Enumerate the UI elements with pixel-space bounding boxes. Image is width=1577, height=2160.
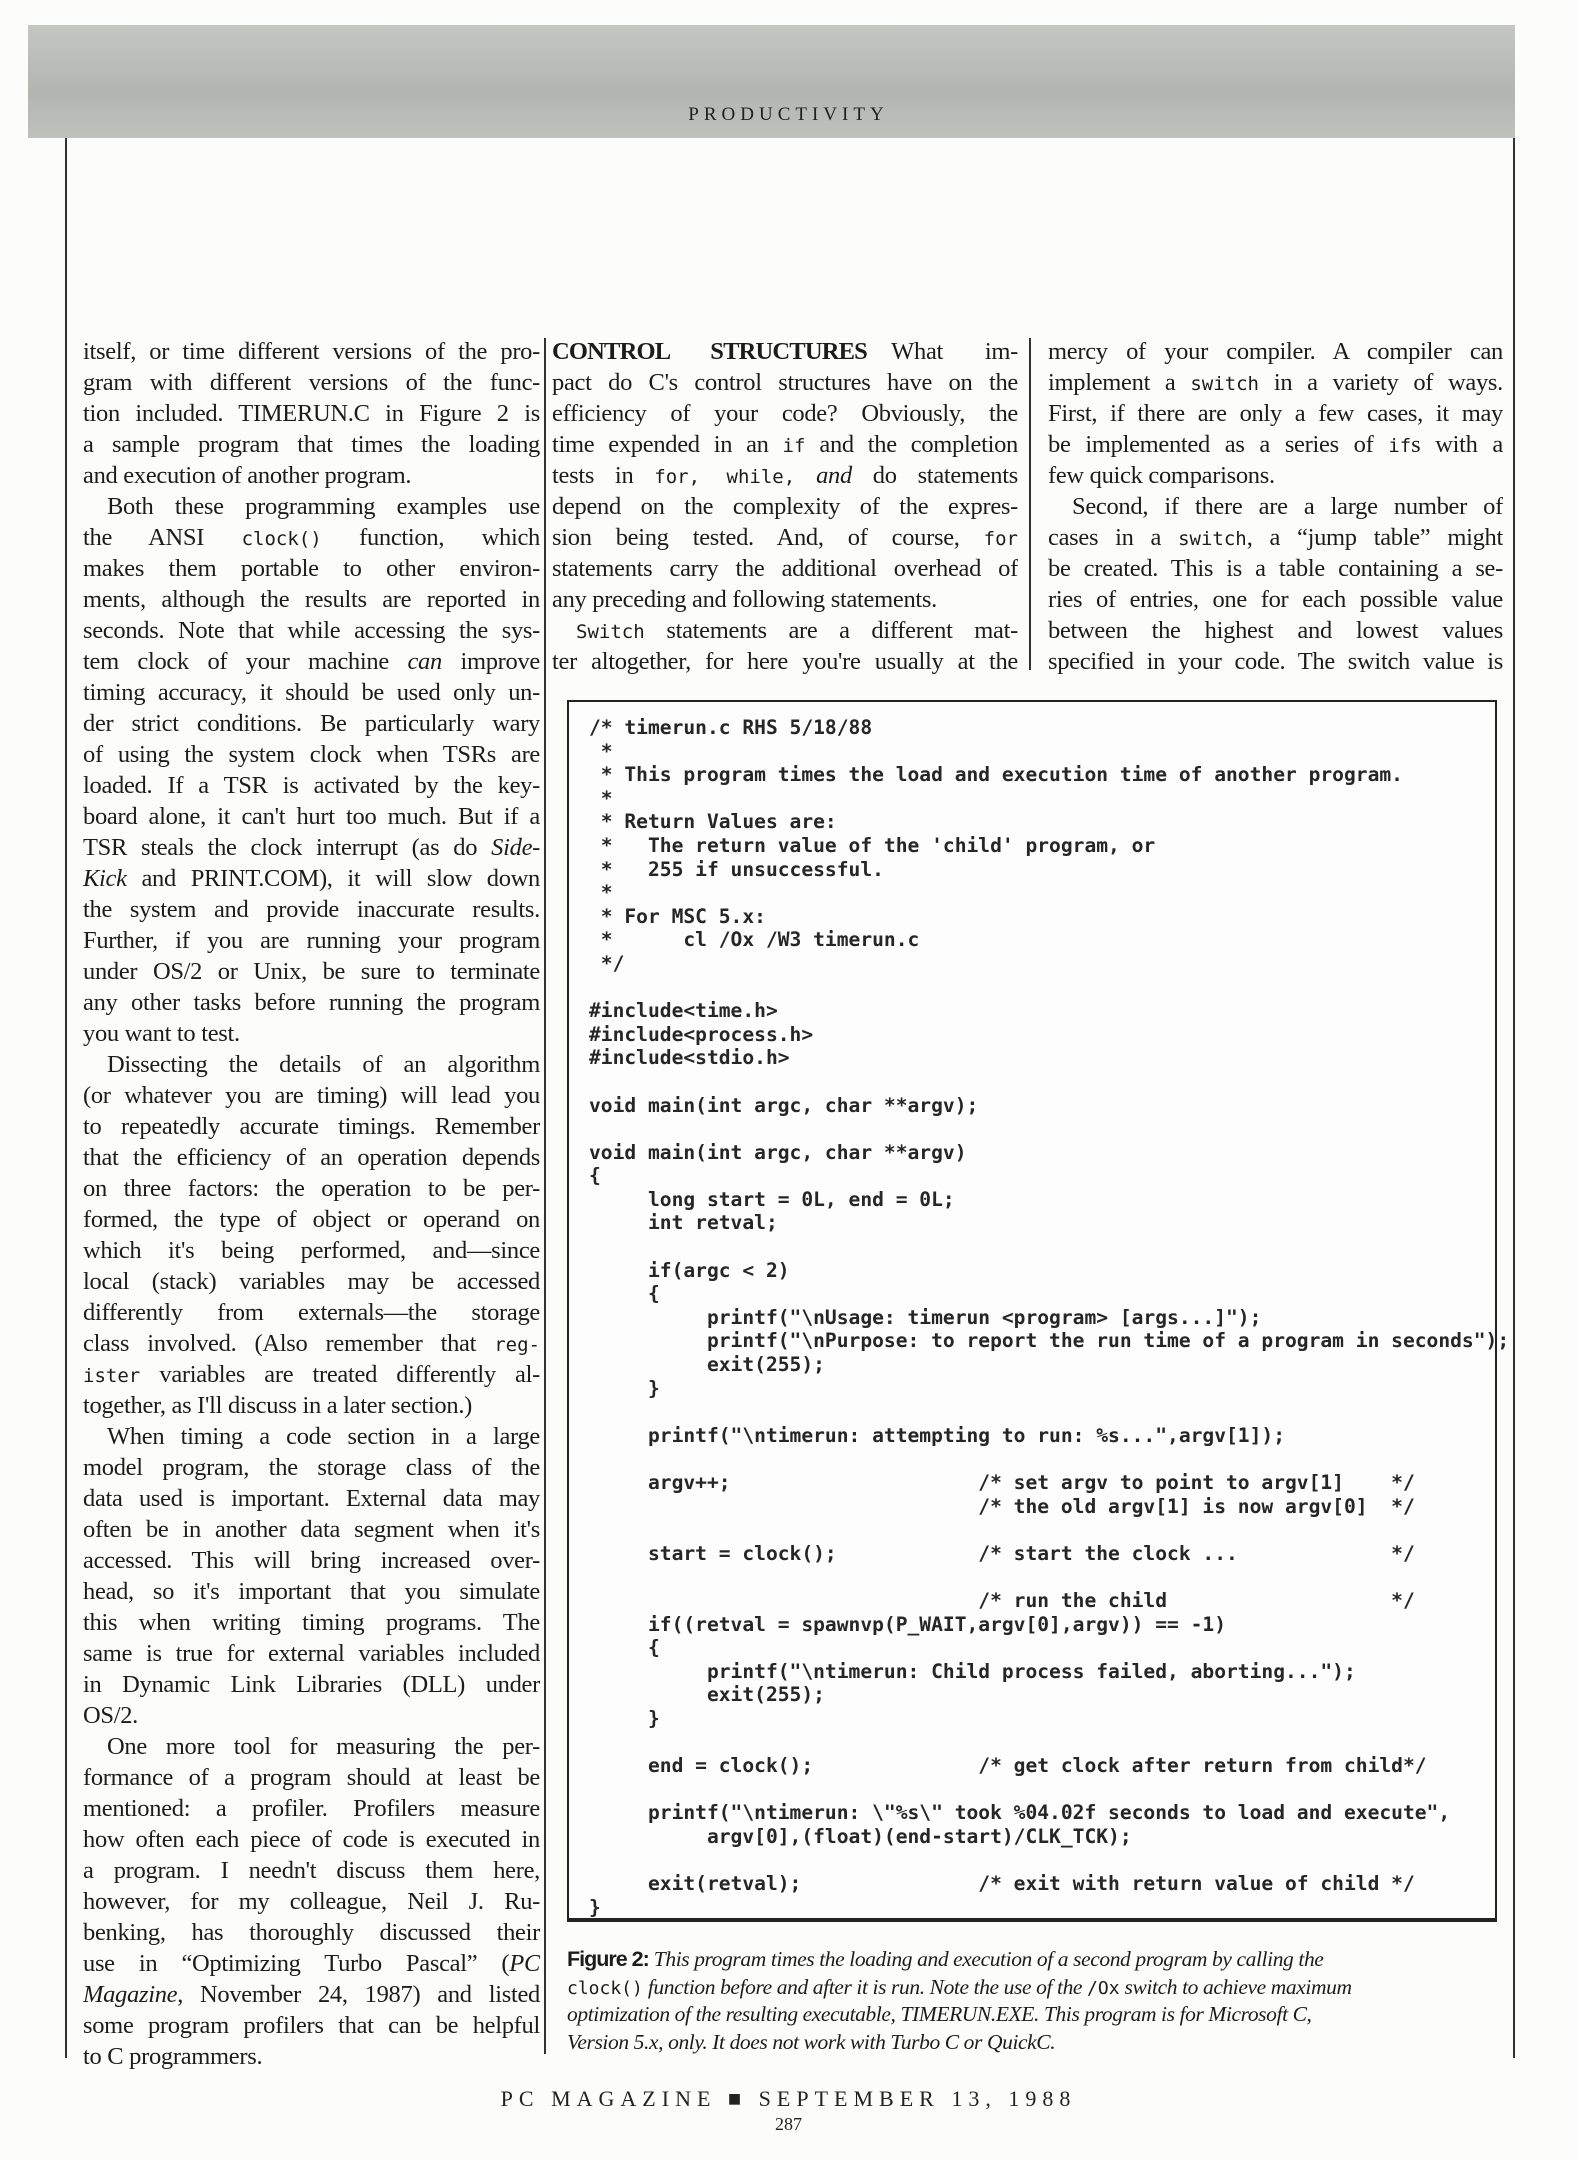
text-line: Further, if you are running your program (83, 927, 540, 954)
code-line: * This program times the load and execution time of another program. (589, 763, 1403, 787)
text-line: how often each piece of code is executed in (83, 1826, 540, 1853)
text-line: ments, although the results are reported in (83, 586, 540, 613)
text-line (83, 522, 540, 553)
text-line: ries of entries, one for each possible value (1048, 586, 1503, 613)
caption-line (567, 1946, 1502, 1974)
text-line: a sample program that times the loading (83, 431, 540, 458)
code-line: exit(255); (589, 1683, 825, 1707)
text-line (83, 1328, 540, 1359)
text-column-middle (552, 336, 1018, 677)
text-line: board alone, it can't hurt too much. But if a (83, 803, 540, 830)
code-line: } (589, 1895, 601, 1919)
text-line: a program. I needn't discuss them here, (83, 1857, 540, 1884)
page-number: 287 (775, 2114, 802, 2134)
text-line: to C programmers. (83, 2043, 263, 2070)
text-line: the system and provide inaccurate results. (83, 896, 540, 923)
code-line: * Return Values are: (589, 810, 837, 834)
text-line: First, if there are only a few cases, it may (1048, 400, 1503, 427)
text-line: mentioned: a profiler. Profilers measure (83, 1795, 540, 1822)
text-line (83, 1979, 540, 2010)
inline-code: for, while, (654, 466, 796, 488)
text-line: itself, or time different versions of the pro- (83, 338, 540, 365)
code-line: argv[0],(float)(end-start)/CLK_TCK); (589, 1824, 1132, 1848)
code-line: if(argc < 2) (589, 1258, 790, 1282)
text-run (795, 462, 816, 489)
bold-heading: Figure 2: (567, 1947, 649, 1971)
column-rule-1 (544, 338, 546, 2054)
code-line: /* run the child */ (589, 1588, 1415, 1612)
code-listing-figure-2 (567, 700, 1510, 1922)
code-line: #include<stdio.h> (589, 1046, 790, 1070)
text-line: differently from externals—the storage (83, 1299, 540, 1326)
code-line: printf("\ntimerun: attempting to run: %s...",argv[1]); (589, 1423, 1285, 1447)
text-line (552, 460, 1018, 491)
code-line: { (589, 1164, 601, 1188)
inline-code: switch (1190, 373, 1259, 395)
left-page-rule (65, 138, 67, 2058)
text-line: gram with different versions of the func- (83, 369, 540, 396)
text-run: and the completion (805, 431, 1018, 458)
code-line: printf("\ntimerun: \"%s\" took %04.02f seconds to load and execute", (589, 1801, 1451, 1825)
text-line: makes them portable to other environ- (83, 555, 540, 582)
text-run: be implemented as a series of (1048, 431, 1389, 458)
text-line: formance of a program should at least be (83, 1764, 540, 1791)
right-page-rule (1513, 138, 1515, 2058)
code-line: printf("\nPurpose: to report the run time of a program in seconds"); (589, 1329, 1510, 1353)
text-line: tion included. TIMERUN.C in Figure 2 is (83, 400, 540, 427)
inline-code: switch (1178, 528, 1247, 550)
text-line: ter altogether, for here you're usually at the (552, 648, 1018, 675)
text-line (83, 646, 540, 677)
text-line: pact do C's control structures have on the (552, 369, 1018, 396)
caption-line (567, 1974, 1502, 2002)
section-title: PRODUCTIVITY (688, 104, 889, 125)
text-line: benking, has thoroughly discussed their (83, 1919, 540, 1946)
figure-caption (567, 1946, 1502, 2056)
text-line: together, as I'll discuss in a later section.) (83, 1392, 473, 1419)
text-run: cases in a (1048, 524, 1179, 551)
text-line: local (stack) variables may be accessed (83, 1268, 540, 1295)
text-run: , November 24, 1987) and listed (177, 1981, 540, 2008)
inline-code: Switch (576, 621, 645, 643)
text-run: , a “jump table” might (1246, 524, 1503, 551)
text-line: timing accuracy, it should be used only un- (83, 679, 540, 706)
code-line (589, 1849, 1495, 1873)
text-line: on three factors: the operation to be per- (83, 1175, 540, 1202)
text-line (552, 336, 1018, 367)
text-line (552, 615, 1018, 646)
code-line (589, 1447, 1495, 1471)
text-line: model program, the storage class of the (83, 1454, 540, 1481)
code-line: printf("\nUsage: timerun <program> [args...]"); (589, 1305, 1262, 1329)
inline-code: for (983, 528, 1018, 550)
code-line (589, 1731, 1495, 1755)
italic-text: Kick (83, 865, 127, 892)
inline-code: if (782, 435, 806, 457)
inline-code: reg- (494, 1334, 540, 1356)
text-run: class involved. (Also remember that (83, 1330, 495, 1357)
text-line: formed, the type of object or operand on (83, 1206, 540, 1233)
italic-text: PC (509, 1950, 540, 1977)
bold-heading: CONTROL STRUCTURES (552, 338, 867, 365)
text-line: efficiency of your code? Obviously, the (552, 400, 1018, 427)
code-line (589, 1565, 1495, 1589)
code-line: printf("\ntimerun: Child process failed, aborting..."); (589, 1659, 1356, 1683)
inline-code: if (1388, 435, 1412, 457)
code-line: /* timerun.c RHS 5/18/88 (589, 716, 873, 739)
code-line: { (589, 1636, 660, 1660)
code-line: } (589, 1706, 660, 1730)
text-line: any other tasks before running the program (83, 989, 540, 1016)
text-line (1048, 429, 1503, 460)
code-line (589, 1400, 1495, 1424)
text-column-right (1048, 336, 1503, 677)
text-line (1048, 367, 1503, 398)
text-line: that the efficiency of an operation depends (83, 1144, 540, 1171)
text-line: in Dynamic Link Libraries (DLL) under (83, 1671, 540, 1698)
inline-code: clock() (567, 1977, 643, 1999)
text-line: mercy of your compiler. A compiler can (1048, 338, 1503, 365)
text-run: s with a (1411, 431, 1503, 458)
text-line: often be in another data segment when it's (83, 1516, 540, 1543)
text-run: implement a (1048, 369, 1191, 396)
code-line: * 255 if unsuccessful. (589, 857, 884, 881)
code-line (589, 1070, 1495, 1094)
text-line: loaded. If a TSR is activated by the key- (83, 772, 540, 799)
code-line: * (589, 786, 613, 810)
text-line: be created. This is a table containing a se- (1048, 555, 1503, 582)
code-line: * (589, 881, 613, 905)
text-line: any preceding and following statements. (552, 586, 937, 613)
text-line (83, 832, 540, 863)
text-line (83, 863, 540, 894)
text-run: time expended in an (552, 431, 783, 458)
footer-publication: PC MAGAZINE ■ SEPTEMBER 13, 1988 (500, 2086, 1077, 2111)
inline-code: /Ox (1087, 1977, 1120, 1999)
text-line: some program profilers that can be helpful (83, 2012, 540, 2039)
text-line: however, for my colleague, Neil J. Ru- (83, 1888, 540, 1915)
code-line: if((retval = spawnvp(P_WAIT,argv[0],argv)) == -1) (589, 1612, 1227, 1636)
text-line: (or whatever you are timing) will lead you (83, 1082, 540, 1109)
code-line: } (589, 1376, 660, 1400)
column-rule-2 (1029, 338, 1031, 670)
text-line: few quick comparisons. (1048, 462, 1275, 489)
inline-code: clock() (241, 528, 322, 550)
italic-text: Magazine (83, 1981, 178, 2008)
italic-text: switch to achieve maximum (1124, 1974, 1352, 1999)
text-line: accessed. This will bring increased over- (83, 1547, 540, 1574)
italic-text: This program times the loading and execution of a second program by calling the (653, 1947, 1324, 1971)
text-line (552, 429, 1018, 460)
caption-line (567, 2001, 1502, 2029)
code-line: */ (589, 951, 625, 975)
italic-text: and (816, 462, 852, 489)
text-run: use in “Optimizing Turbo Pascal” ( (83, 1950, 510, 1977)
italic-text: function before and after it is run. Note the use of the (647, 1974, 1088, 1999)
text-run: What im- (866, 338, 1018, 365)
text-run: the ANSI (83, 524, 242, 551)
text-line: head, so it's important that you simulate (83, 1578, 540, 1605)
text-line: depend on the complexity of the expres- (552, 493, 1018, 520)
text-line: between the highest and lowest values (1048, 617, 1503, 644)
text-line (1048, 522, 1503, 553)
text-line: you want to test. (83, 1020, 240, 1047)
code-line: #include<time.h> (589, 999, 778, 1023)
text-line: this when writing timing programs. The (83, 1609, 540, 1636)
text-line: specified in your code. The switch value is (1048, 648, 1503, 675)
text-line: Dissecting the details of an algorithm (107, 1051, 540, 1078)
code-line: exit(retval); /* exit with return value of child */ (589, 1872, 1415, 1896)
text-line: der strict conditions. Be particularly wary (83, 710, 540, 737)
code-line: argv++; /* set argv to point to argv[1] */ (589, 1471, 1415, 1494)
code-line: exit(255); (589, 1353, 825, 1377)
text-run: tests in (552, 462, 655, 489)
code-line: * cl /Ox /W3 timerun.c (589, 928, 920, 952)
text-line (552, 522, 1018, 553)
code-line: #include<process.h> (589, 1022, 814, 1046)
italic-text: optimization of the resulting executable, TIMERUN.EXE. This program is for Microsoft C, (567, 2002, 1312, 2026)
text-run: TSR steals the clock interrupt (as do (83, 834, 492, 861)
text-column-left (83, 336, 540, 2072)
text-run: statements are a different mat- (644, 617, 1018, 644)
code-line: { (589, 1282, 660, 1306)
caption-line (567, 2029, 1502, 2057)
code-line: start = clock(); /* start the clock ... */ (589, 1541, 1415, 1565)
code-line (589, 1235, 1495, 1259)
code-line: void main(int argc, char **argv) (589, 1140, 967, 1164)
text-line: and execution of another program. (83, 462, 412, 489)
text-line: One more tool for measuring the per- (107, 1733, 540, 1760)
code-line: end = clock(); /* get clock after return from child*/ (589, 1754, 1427, 1778)
text-line: to repeatedly accurate timings. Remember (83, 1113, 540, 1140)
code-line: * For MSC 5.x: (589, 904, 766, 928)
text-line: statements carry the additional overhead of (552, 555, 1018, 582)
code-line (589, 1518, 1495, 1542)
text-run: variables are treated differently al- (140, 1361, 540, 1388)
italic-text: Version 5.x, only. It does not work with Turbo C or QuickC. (567, 2029, 1056, 2054)
italic-text: can (407, 648, 442, 675)
italic-text: Side- (491, 834, 540, 861)
code-line: void main(int argc, char **argv); (589, 1093, 979, 1117)
text-line: data used is important. External data may (83, 1485, 540, 1512)
code-line (589, 976, 1495, 1000)
text-line: which it's being performed, and—since (83, 1237, 540, 1264)
text-line: Second, if there are a large number of (1072, 493, 1503, 520)
code-line (589, 1117, 1495, 1141)
code-line: /* the old argv[1] is now argv[0] */ (589, 1494, 1415, 1518)
text-run: function, which (321, 524, 540, 551)
text-run: in a variety of ways. (1259, 369, 1503, 396)
code-line: * The return value of the 'child' program, or (589, 833, 1156, 857)
code-line: * (589, 739, 613, 763)
code-line: long start = 0L, end = 0L; (589, 1187, 955, 1211)
text-line: seconds. Note that while accessing the sys- (83, 617, 540, 644)
text-line: same is true for external variables included (83, 1640, 540, 1667)
text-line: When timing a code section in a large (107, 1423, 540, 1450)
text-line (83, 1359, 540, 1390)
text-line: of using the system clock when TSRs are (83, 741, 540, 768)
code-line (589, 1778, 1495, 1802)
text-run: sion being tested. And, of course, (552, 524, 984, 551)
inline-code: ister (83, 1365, 141, 1387)
text-run: improve (441, 648, 540, 675)
text-run: do statements (851, 462, 1018, 489)
text-line: OS/2. (83, 1702, 139, 1729)
text-run: tem clock of your machine (83, 648, 408, 675)
text-line (83, 1948, 540, 1979)
text-line: under OS/2 or Unix, be sure to terminate (83, 958, 540, 985)
text-line: Both these programming examples use (107, 493, 540, 520)
code-line: int retval; (589, 1211, 778, 1235)
text-run: and PRINT.COM), it will slow down (126, 865, 540, 892)
